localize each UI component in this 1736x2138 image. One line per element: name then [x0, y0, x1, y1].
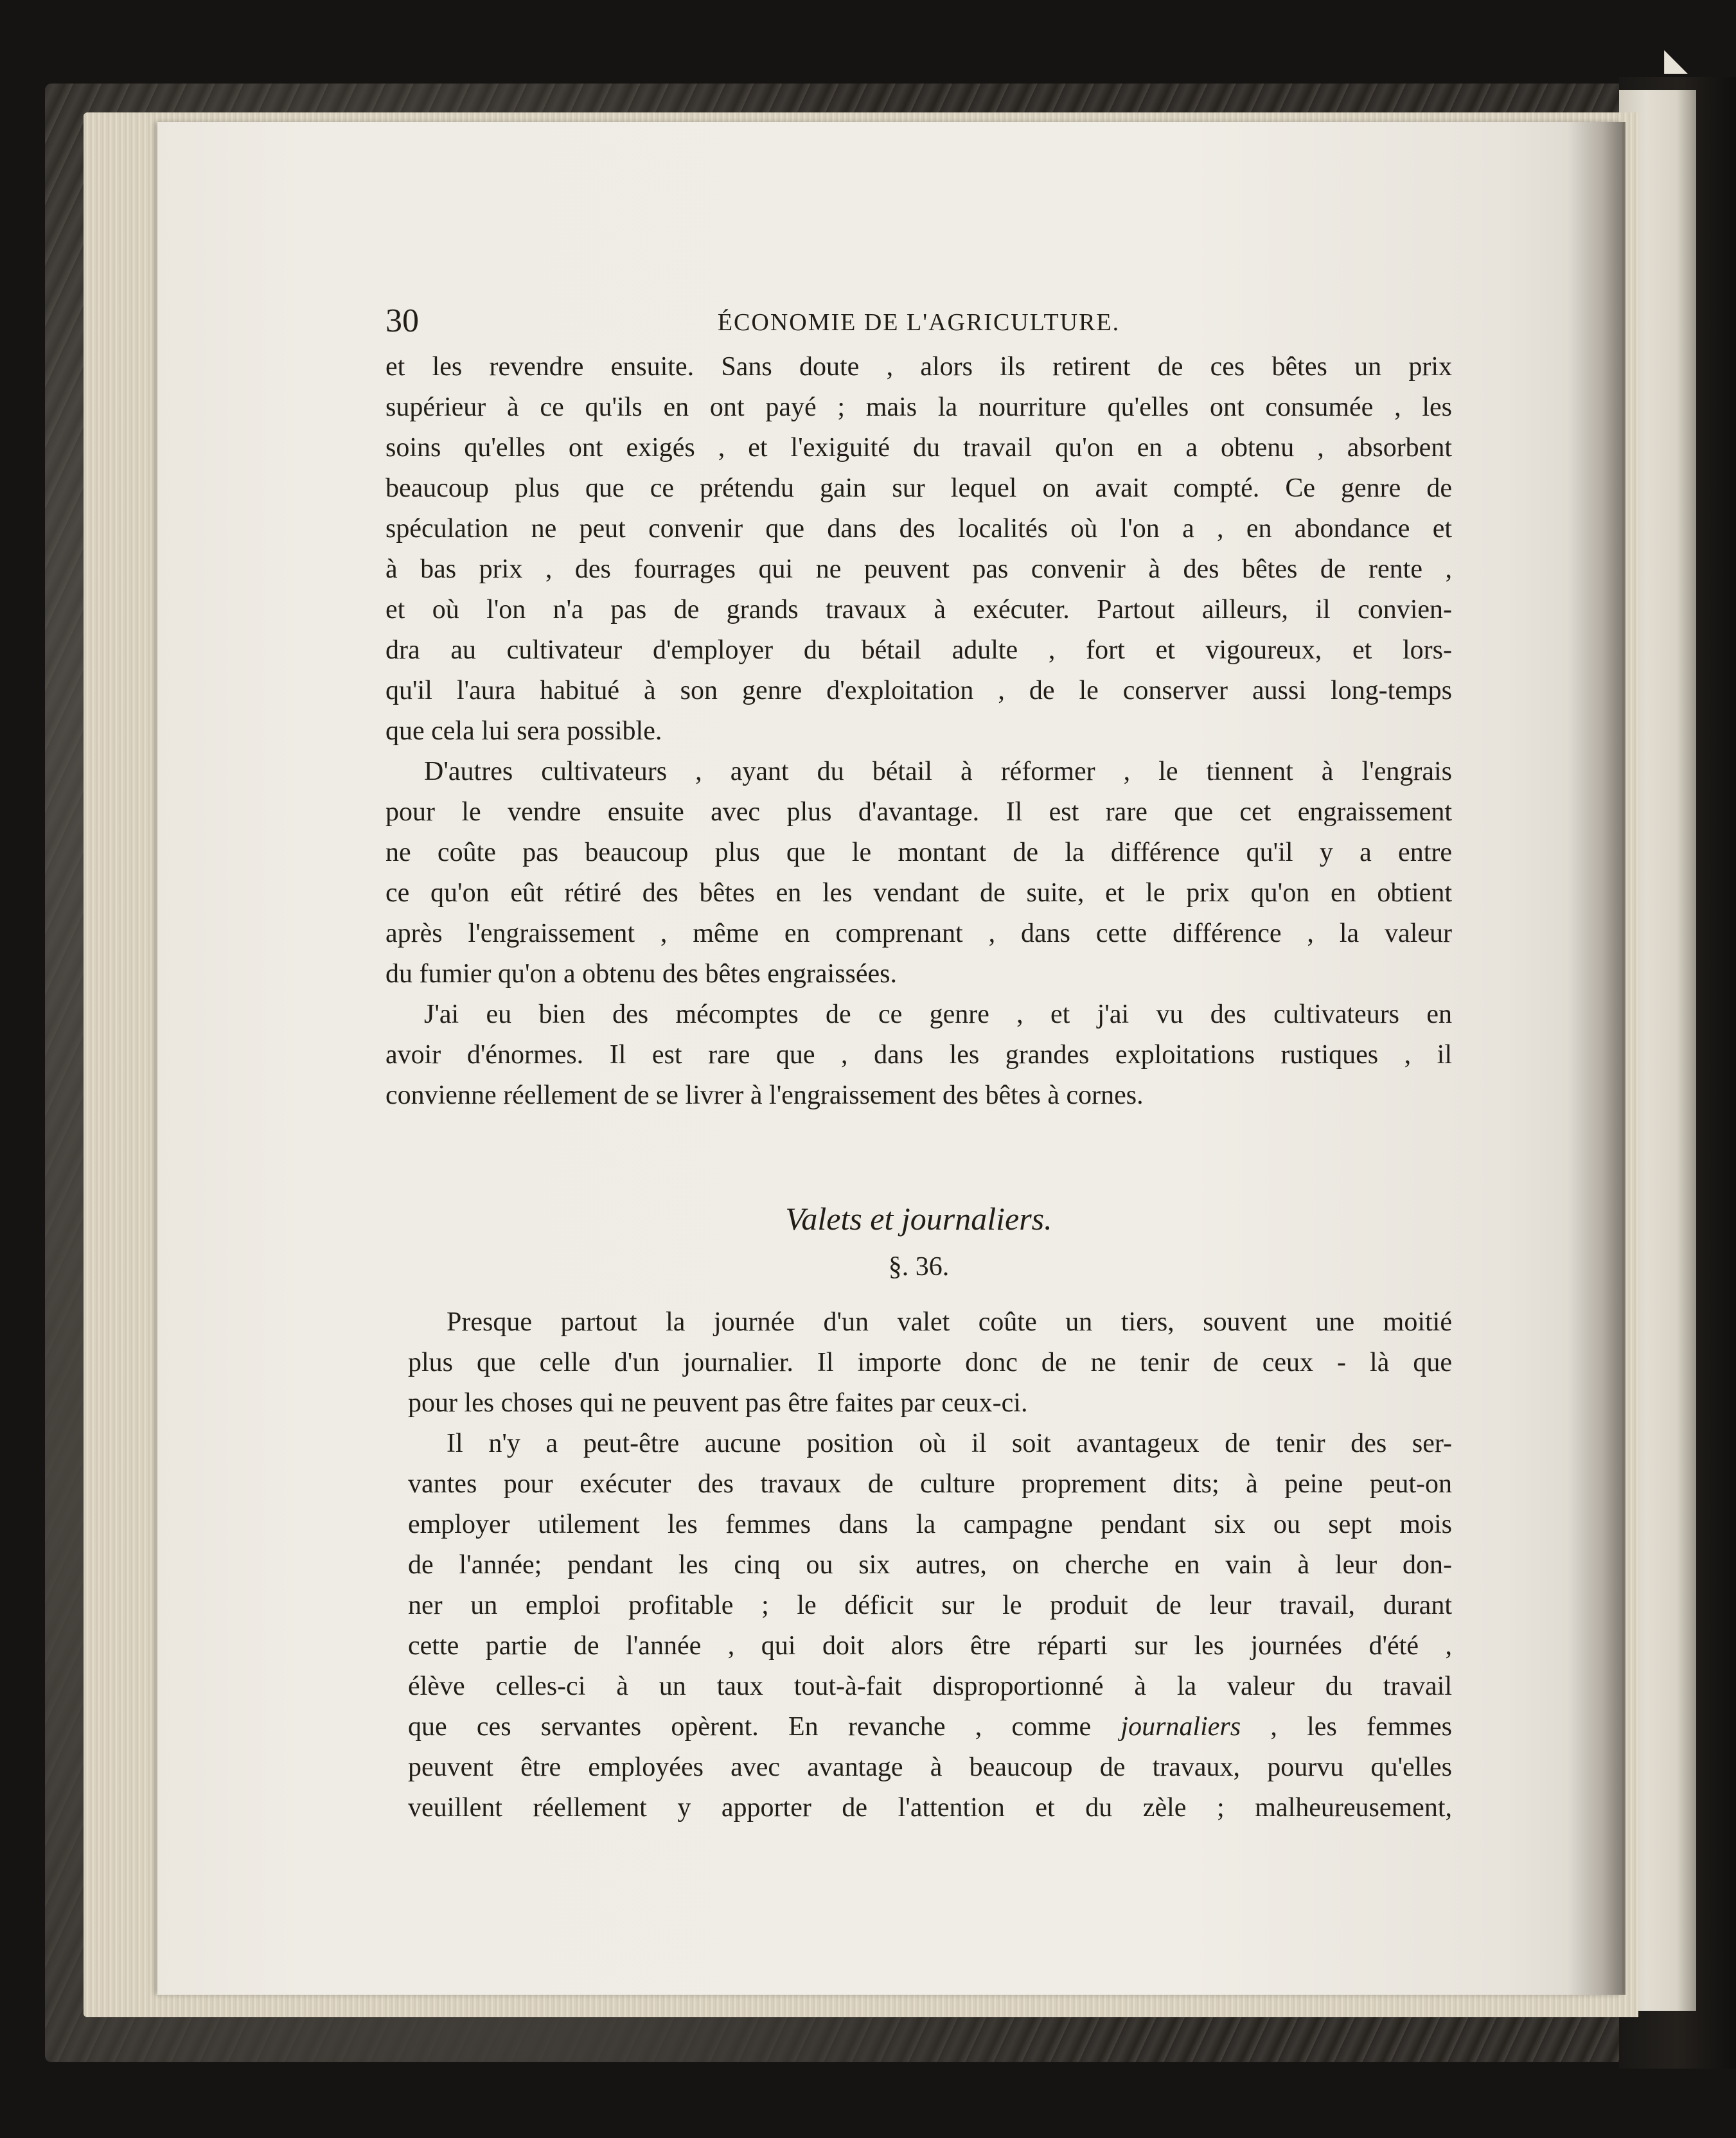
- section-body: [385, 1302, 1452, 1828]
- paragraph-4: [385, 1302, 1452, 1424]
- text-line: supérieur à ce qu'ils en ont payé ; mais la nourriture qu'elles ont consumée , les: [385, 393, 1452, 422]
- text-line: J'ai eu bien des mécomptes de ce genre , et j'ai vu des cultivateurs en: [424, 1000, 1452, 1029]
- text-line: pour le vendre ensuite avec plus d'avantage. Il est rare que cet engraissement: [385, 797, 1452, 827]
- paragraph-3: [385, 994, 1452, 1116]
- text-line: pour les choses qui ne peuvent pas être faites par ceux-ci.: [408, 1388, 1028, 1418]
- text-line: dra au cultivateur d'employer du bétail adulte , fort et vigoureux, et lors-: [385, 635, 1452, 665]
- page-number: 30: [385, 303, 419, 339]
- text-line: convienne réellement de se livrer à l'engraissement des bêtes à cornes.: [385, 1081, 1144, 1110]
- text-line: veuillent réellement y apporter de l'attention et du zèle ; malheureusement,: [408, 1793, 1452, 1823]
- text-line: et où l'on n'a pas de grands travaux à exécuter. Partout ailleurs, il convien-: [385, 595, 1452, 624]
- text-line: employer utilement les femmes dans la campagne pendant six ou sept mois: [408, 1510, 1452, 1539]
- section-title: Valets et journaliers.: [785, 1201, 1052, 1237]
- text-line: avoir d'énormes. Il est rare que , dans les grandes exploitations rustiques , il: [385, 1040, 1452, 1070]
- text-line: à bas prix , des fourrages qui ne peuvent pas convenir à des bêtes de rente ,: [385, 554, 1452, 584]
- text-line: soins qu'elles ont exigés , et l'exiguité du travail qu'on en a obtenu , absorbent: [385, 433, 1452, 463]
- text-line: vantes pour exécuter des travaux de culture proprement dits; à peine peut-on: [408, 1469, 1452, 1499]
- text-line: cette partie de l'année , qui doit alors être réparti sur les journées d'été ,: [408, 1631, 1452, 1661]
- text-line: élève celles-ci à un taux tout-à-fait disproportionné à la valeur du travail: [408, 1672, 1452, 1701]
- text-line: ce qu'on eût rétiré des bêtes en les vendant de suite, et le prix qu'on en obtient: [385, 878, 1452, 908]
- text-line: que cela lui sera possible.: [385, 716, 662, 746]
- text-line: ne coûte pas beaucoup plus que le montant de la différence qu'il y a entre: [385, 838, 1452, 867]
- line-start: que ces servantes opèrent. En revanche , comme: [408, 1712, 1092, 1742]
- gutter-shadow: [1568, 122, 1625, 1995]
- text-line: qu'il l'aura habitué à son genre d'exploitation , de le conserver aussi long-temps: [385, 676, 1452, 705]
- text-line: ner un emploi profitable ; le déficit sur le produit de leur travail, durant: [408, 1591, 1452, 1620]
- text-line: D'autres cultivateurs , ayant du bétail à réformer , le tiennent à l'engrais: [424, 757, 1452, 786]
- section-number: §. 36.: [888, 1252, 950, 1282]
- text-line: du fumier qu'on a obtenu des bêtes engraissées.: [385, 959, 898, 989]
- paragraph-2: [385, 752, 1452, 994]
- text-line-with-italic: [385, 1707, 1452, 1747]
- text-line: et les revendre ensuite. Sans doute , alors ils retirent de ces bêtes un prix: [385, 352, 1452, 382]
- text-line: de l'année; pendant les cinq ou six autres, on cherche en vain à leur don-: [408, 1550, 1452, 1580]
- text-line: après l'engraissement , même en comprenant , dans cette différence , la valeur: [385, 919, 1452, 948]
- text-line: peuvent être employées avec avantage à beaucoup de travaux, pourvu qu'elles: [408, 1753, 1452, 1782]
- running-head: [385, 302, 1452, 347]
- page-text: [385, 302, 1452, 1828]
- text-line: Il n'y a peut-être aucune position où il soit avantageux de tenir des ser-: [447, 1429, 1452, 1458]
- corner-arrow-icon: ◣: [1664, 43, 1688, 77]
- text-line: beaucoup plus que ce prétendu gain sur lequel on avait compté. Ce genre de: [385, 473, 1452, 503]
- paragraph-5: [385, 1424, 1452, 1828]
- text-line: Presque partout la journée d'un valet coûte un tiers, souvent une moitié: [447, 1307, 1452, 1337]
- paragraph-1: [385, 347, 1452, 752]
- running-head-title: ÉCONOMIE DE L'AGRICULTURE.: [717, 309, 1120, 336]
- line-end: , les femmes: [1270, 1712, 1453, 1742]
- text-line: plus que celle d'un journalier. Il importe donc de ne tenir de ceux - là que: [408, 1348, 1452, 1377]
- text-line: spéculation ne peut convenir que dans des localités où l'on a , en abondance et: [385, 514, 1452, 543]
- italic-word: journaliers: [1120, 1712, 1241, 1742]
